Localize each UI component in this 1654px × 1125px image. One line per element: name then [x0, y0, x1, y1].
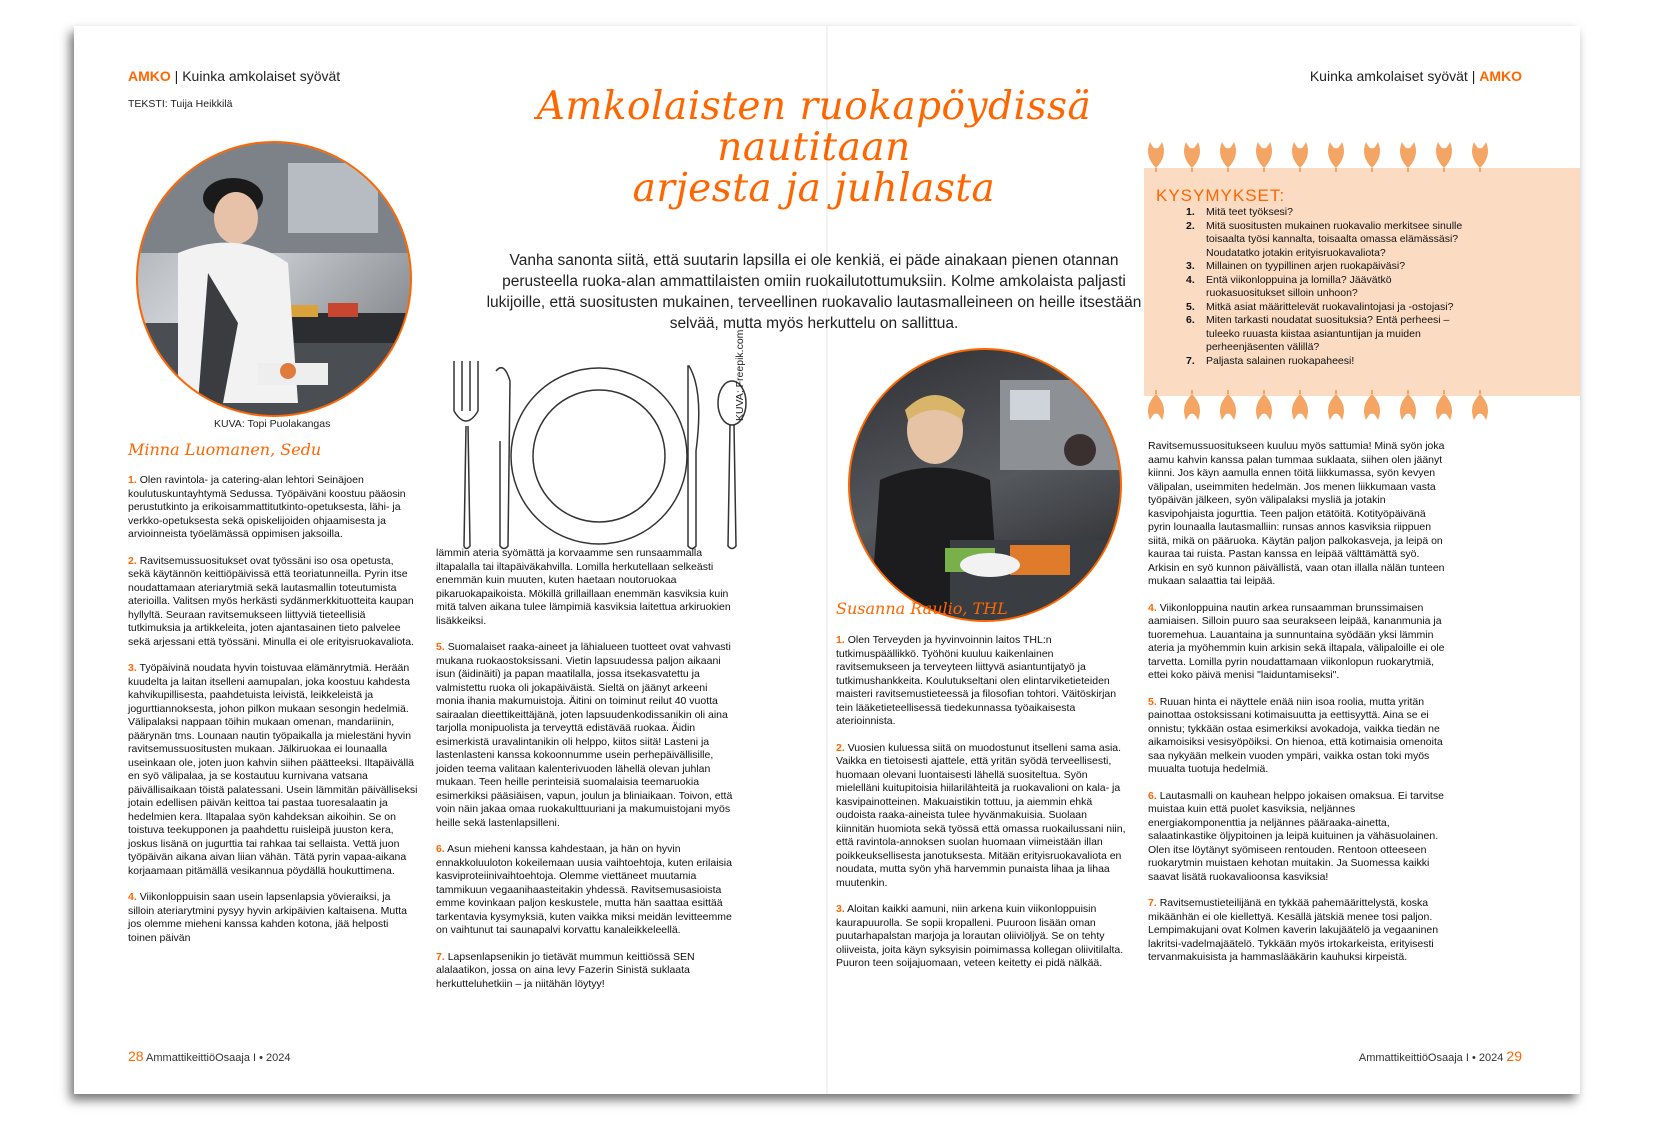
article-column-4	[1148, 440, 1446, 978]
question-number: 6.	[1186, 314, 1195, 326]
paragraph	[436, 843, 736, 938]
answer-number: 4.	[128, 891, 137, 903]
place-setting-icon	[434, 351, 754, 561]
question-number: 3.	[1186, 260, 1195, 272]
list-item	[1186, 206, 1472, 220]
paragraph	[1148, 602, 1446, 683]
left-header	[128, 68, 340, 84]
brand-label: AMKO	[128, 68, 171, 84]
issue-label: I • 2024	[1465, 1052, 1504, 1064]
answer-text: Suomalaiset raaka-aineet ja lähialueen tuotteet ovat vahvasti mukana ruokaostoksissani. Vietin lapsuudessa paljon aikaani isun (äidinäiti) ja papan maatilalla, jossa itsekasvatettu ja valmistettu ruoka oli jokapäiväistä. Sieltä on jäänyt arkeeni monia ihania makumuistoja. Äitini on toiminut reilut 40 vuotta sairaalan dieettikeittäjänä, joten lapsuudenkodissanikin oli aina tarjolla monipuolista ja terveyttä edistävää ruokaa. Äidin esimerkistä uravalintanikin oli helppo, kiitos siitä! Lasteni ja lastenlasteni kanssa kokoonnumme usein perhepäivällisille, joiden teema valitaan kalenterivuoden lähellä olevan juhlan mukaan. Teen heille perinteisiä suomalaisia teemaruokia esimerkiksi pääsiäisen, vapun, joulun ja bliniaikaan. Toivon, että voin näin jakaa omaa ruokakulttuuriani ja makumuistojani myös heille sekä lastenlapsilleni.	[436, 641, 733, 829]
answer-text: Ruuan hinta ei näyttele enää niin isoa roolia, mutta yritän painottaa ostoksissani kotimaisuutta ja eettisyyttä. Aina se ei onnistu; tykkään ostaa esimerkiksi avokadoja, vaikka tiedän ne aikamoisiksi vesisyöpöiksi. On hienoa, että kotimaisia omenoita saa nykyään melkein vuoden ympäri, vaikka ostan toki myös muualta tuotuja hedelmiä.	[1148, 695, 1443, 775]
answer-number: 3.	[128, 662, 137, 674]
answer-text: Vuosien kuluessa siitä on muodostunut itselleni sama asia. Vaikka en tietoisesti ajattele, että yritän syödä terveellisesti, huomaan olevani luontaisesti lähellä suositeltua. Syön mielelläni kuitupitoisia hiilarilähteitä ja ruokavalioni on kala- ja kasvipainotteinen. Makuaistikin tottuu, ja aiemmin ehkä oudoista raaka-aineista tulee hyvänmakuisia. Suolaan kiinnitän huomiota sekä työssä että omassa ruokailussani niin, että ravintola-annoksen suolan huomaan viimeistään illan poikkeuksellisesta janotuksesta. Mitään erityisruokavaliota en noudata, mutta syön yhä harvemmin punaista lihaa ja lihaa muutenkin.	[836, 741, 1126, 889]
answer-text: Ravitsemussuositukseen kuuluu myös sattumia! Minä syön joka aamu kahvin kanssa palan tummaa suklaata, siihen olen jäänyt kiinni. Jos käyn aamulla ennen töitä liikkumassa, syön kevyen välipalan, useimmiten hedelmän. Jos menen liikkumaan vasta työpäivän jälkeen, syön välipalaksi mysliä ja jotakin kasvipohjaista jogurttia. Teen paljon etätöitä. Kotityöpäivänä pyrin lounaalla lautasmalliin: runsas annos kasviksia riippuen siitä, mikä on pääruoka. Käytän paljon palkokasveja, ja leipä on kauraa tai ruista. Pastan kanssa en leipää välttämättä syö. Arkisin en syö kunnon päivällistä, vaan otan illalla nälän tunteen mukaan salaattia tai leipää.	[1148, 440, 1445, 587]
page-number: 28	[128, 1048, 144, 1064]
answer-number: 6.	[436, 843, 445, 855]
section-title: Kuinka amkolaiset syövät	[182, 68, 341, 84]
questions-title: KYSYMYKSET:	[1156, 186, 1286, 205]
title-line: Amkolaisten ruokapöydissä	[536, 84, 1092, 129]
question-text: Millainen on tyypillinen arjen ruokapäiväsi?	[1206, 260, 1406, 272]
paragraph	[836, 742, 1126, 891]
paragraph	[436, 641, 736, 830]
magazine-name: AmmattikeittiöOsaaja	[1358, 1052, 1463, 1064]
list-item	[1186, 301, 1472, 315]
page-number: 29	[1506, 1048, 1522, 1064]
question-text: Mitä teet työksesi?	[1206, 206, 1293, 218]
list-item	[1186, 355, 1472, 369]
answer-number: 4.	[1148, 601, 1157, 614]
header-separator: |	[1471, 68, 1476, 84]
article-column-1	[128, 474, 418, 958]
answer-text: Asun mieheni kanssa kahdestaan, ja hän on hyvin ennakkoluuloton kokeilemaan uusia vaihtoehtoja, kuten erilaisia kasviproteiinivaihtoehtoja. Olemme viettäneet muutamia tammikuun vegaanihaasteitakin yhdessä. Ravitsemusasioista emme kovinkaan paljon keskustele, mutta hän saattaa esittää tarkentavia kysymyksiä, kuten vaikka miksi meidän levitteemme on vaihtunut tai saunapalvi korvattu kanaleikkeleellä.	[436, 843, 732, 936]
paragraph	[1148, 696, 1446, 777]
lead-paragraph: Vanha sanonta siitä, että suutarin lapsilla ei ole kenkiä, ei päde ainakaan pienen otannan perusteella ruoka-alan ammattilaisten omiin ruokailutottumuksiin. Kolme amkolaista paljasti lukijoille, että suositusten mukainen, terveellinen ruokavalio lautasmalleineen on heille itsestään selvää, mutta myös herkuttelu on sallittua.	[486, 252, 1142, 332]
paragraph	[128, 662, 418, 878]
paragraph	[436, 547, 736, 628]
paragraph	[836, 634, 1126, 729]
title-line: nautitaan	[717, 125, 911, 170]
paragraph	[1148, 790, 1446, 885]
answer-text: Ravitsemustieteilijänä en tykkää pahemäärittelystä, koska mikäänhän ei ole kiellettyä. Kesällä jätskiä menee tosi paljon. Lempimakujani ovat Kolmen kaverin lakujäätelö ja vegaaninen lakritsi-vadelmajäätelö. Tykkään myös irtokarkeista, erityisesti tervanmakuisista ja hammaslääkärin kauhuksi kirpeistä.	[1148, 897, 1439, 963]
header-separator: |	[174, 68, 179, 84]
paragraph	[1148, 440, 1446, 589]
person-name: Susanna Raulio, THL	[836, 599, 1008, 618]
buffet-photo-icon	[850, 350, 1120, 620]
list-item	[1186, 220, 1472, 261]
paragraph	[436, 951, 736, 992]
answer-number: 7.	[436, 950, 445, 963]
question-number: 7.	[1186, 354, 1195, 367]
answer-number: 7.	[1148, 897, 1157, 909]
answer-text: Lautasmalli on kauhean helppo jokaisen omaksua. Ei tarvitse muistaa kuin että puolet kasviksia, neljännes energiakomponenttia ja neljännes pääraaka-ainetta, salaatinkastike öljypitoinen ja leipä kuituinen ja vähäsuolainen. Olen itse löytänyt syömiseen rentouden. Rentoon otteeseen ruokarytmin muistaen kehotan muitakin. Ja Suomessa kaikki saavat lisätä ruokavalioonsa kasviksia!	[1148, 789, 1444, 883]
list-item	[1186, 274, 1472, 301]
person-name: Minna Luomanen, Sedu	[128, 440, 322, 459]
question-number: 5.	[1186, 300, 1195, 313]
right-header	[1310, 68, 1522, 84]
question-text: Paljasta salainen ruokapaheesi!	[1206, 354, 1355, 367]
photo-credit: KUVA: Topi Puolakangas	[214, 418, 331, 430]
answer-number: 1.	[128, 474, 137, 486]
answer-number: 2.	[128, 554, 137, 567]
issue-label: I • 2024	[253, 1052, 291, 1064]
right-footer	[1359, 1048, 1522, 1064]
answer-text: Viikonloppuisin saan usein lapsenlapsia yövieraiksi, ja silloin ateriarytmini pysyy hyvin arkipäivien kaltaisena. Mutta jos olemme mieheni kanssa kahden kotona, jää helposti toinen päivän	[128, 891, 407, 944]
question-text: Miten tarkasti noudatat suosituksia? Entä perheesi – tuleeko ruuasta kiistaa asiantuntijan ja muiden perheenjäsenten välillä?	[1206, 314, 1450, 353]
list-item	[1186, 314, 1472, 355]
paragraph	[1148, 897, 1446, 965]
place-setting-illustration	[434, 351, 754, 561]
question-text: Mitä suositusten mukainen ruokavalio merkitsee sinulle toisaalta työsi kannalta, toisaalta omassa elämässäsi? Noudatatko jotakin erityisruokavaliota?	[1206, 219, 1463, 259]
chef-photo-icon	[138, 143, 410, 415]
questions-list	[1186, 206, 1472, 368]
paragraph	[128, 474, 418, 542]
section-title: Kuinka amkolaiset syövät	[1309, 68, 1468, 84]
photo-minna	[136, 141, 412, 417]
left-footer	[128, 1048, 291, 1064]
magazine-name: AmmattikeittiöOsaaja	[146, 1052, 250, 1064]
answer-number: 2.	[836, 741, 845, 754]
paragraph	[128, 891, 418, 945]
article-column-3	[836, 634, 1126, 984]
answer-number: 5.	[1148, 695, 1157, 708]
question-number: 4.	[1186, 273, 1195, 286]
answer-text: Työpäivinä noudata hyvin toistuvaa elämänrytmiä. Herään kuudelta ja laitan itselleni aamupalan, joka koostuu kahdesta kahvikupillisesta, paahdetuista leivistä, leikkeleistä ja jogurttiannoksesta, johon pilkon mukaan sesongin hedelmiä. Välipalaksi nappaan töihin mukaan omenan, mandariinin, päärynän tms. Lounaan nautin työpaikalla ja mielestäni hyvin ravitsemussuositusten mukaan. Jälkiruokaa ei lounaalla useinkaan ole, joten juon kahvin siihen päätteeksi. Iltapäivällä en syö välipalaa, ja se kostautuu kurnivana vatsana päivällisaikaan töistä palatessani. Usein lämmitän päivälliseksi jotain edellisen päivän keittoa tai pastaa tuoresalaatin ja hedelmien kera. Iltapalaa syön kahdeksan aikoihin. Se on toistuva teekupponen ja paahdettu ruisleipä juuston kera, joskus lisänä on jugurttia tai rahkaa tai sellaista. Vettä juon työpäivän aikana aivan liian vähän. Tätä pyrin vapaa-aikana korjaamaan pitämällä vesikannua pöydällä houkuttimena.	[128, 662, 418, 877]
photo-susanna	[848, 348, 1122, 622]
question-text: Entä viikonloppuina ja lomilla? Jäävätkö ruokasuositukset silloin unhoon?	[1206, 273, 1392, 299]
author-credit: TEKSTI: Tuija Heikkilä	[128, 98, 233, 110]
paragraph	[128, 555, 418, 650]
illustration-credit: KUVA: Freepik.com	[734, 329, 746, 421]
answer-text: Olen Terveyden ja hyvinvoinnin laitos THL:n tutkimuspäällikkö. Työhöni kuuluu kaikenlainen ravitsemukseen ja terveyteen liittyvä asiantuntijatyö ja tutkimushankkeita. Koulutukseltani olen elintarviketieteiden maisteri ravitsemustieteessä ja filosofian tohtori. Väitöskirjan tein lääketieteellisessä tiedekunnassa työaikaisesta aterioinnista.	[836, 634, 1117, 727]
title-line: arjesta ja juhlasta	[632, 166, 996, 211]
answer-text: Aloitan kaikki aamuni, niin arkena kuin viikonloppuisin kaurapuurolla. Se sopii kropalleni. Puuroon lisään oman puutarhapalstan marjoja ja lorautan oliiviöljyä. Se on tehty oliiveista, joita käyn syksyisin poimimassa kollegan oliivitilalta. Puuron teen soijajuomaan, veteen keitetty ei pidä nälkää.	[836, 903, 1124, 969]
answer-text: Lapsenlapsenikin jo tietävät mummun keittiössä SEN alalaatikon, jossa on aina levy Fazerin Sinistä suklaata herkutteluhetkiin – ja niitähän löytyy!	[436, 950, 695, 990]
article-column-2	[436, 547, 736, 1004]
answer-text: Olen ravintola- ja catering-alan lehtori Seinäjoen koulutuskuntayhtymä Sedussa. Työpäiväni koostuu pääosin perustutkinto ja erikoisammattitutkinto-opetuksesta, lähi- ja verkko-opetuksesta sekä opiskelijoiden ohjaamisesta ja arvioinneista työelämässä oppimisen jaksoilla.	[128, 474, 406, 540]
paragraph	[836, 903, 1126, 971]
question-number: 2.	[1186, 219, 1195, 232]
answer-text: lämmin ateria syömättä ja korvaamme sen runsaammalla iltapalalla tai iltapäiväkahvilla. Lomilla herkutellaan selkeästi enemmän kuin muuten, kuten haetaan noutoruokaa pikaruokapaikoista. Mökillä grillaillaan enemmän kasviksia kuin mitä talven aikana tulee lämpimiä kasviksia laitettua arkiruokien lisäkkeiksi.	[436, 547, 731, 627]
magazine-spread	[74, 26, 1580, 1094]
answer-number: 6.	[1148, 789, 1157, 802]
tulip-border-bottom-icon	[1140, 390, 1520, 424]
brand-label: AMKO	[1479, 68, 1522, 84]
page-title	[464, 86, 1164, 209]
question-text: Mitkä asiat määrittelevät ruokavalintojasi ja -ostojasi?	[1206, 300, 1454, 313]
answer-text: Ravitsemussuositukset ovat työssäni iso osa opetusta, sekä käytännön keittiöpäivissä että teoriatunneilla. Pyrin itse noudattamaan ateriarytmiä sekä lautasmallin toteutumista aterioilla. Valitsen myös herkästi sydänmerkkituotteita kaupan hyllyltä. Seuraan ravitsemukseen liittyviä tieteellisiä tutkimuksia ja artikkeleita, joten ajantasainen tieto palvelee sekä arjessani että työssäni. Minulla ei ole erityisruokavaliota.	[128, 554, 414, 648]
tulip-border-top-icon	[1140, 138, 1520, 172]
answer-number: 3.	[836, 903, 845, 915]
question-number: 1.	[1186, 206, 1195, 218]
answer-number: 5.	[436, 641, 445, 653]
answer-text: Viikonloppuina nautin arkea runsaamman brunssimaisen aamiaisen. Silloin puuro saa seurakseen leipää, kananmunia ja tuoremehua. Lauantaina ja sunnuntaina syödään yksi lämmin ateria ja myöhemmin kuin arkisin sekä iltapala, välipaloille ei ole tarvetta. Lomilla pyrin noudattamaan viikonlopun ruokarytmiä, ettei koko päivä menisi "laiduntamiseksi".	[1148, 601, 1445, 681]
list-item	[1186, 260, 1472, 274]
answer-number: 1.	[836, 634, 845, 646]
